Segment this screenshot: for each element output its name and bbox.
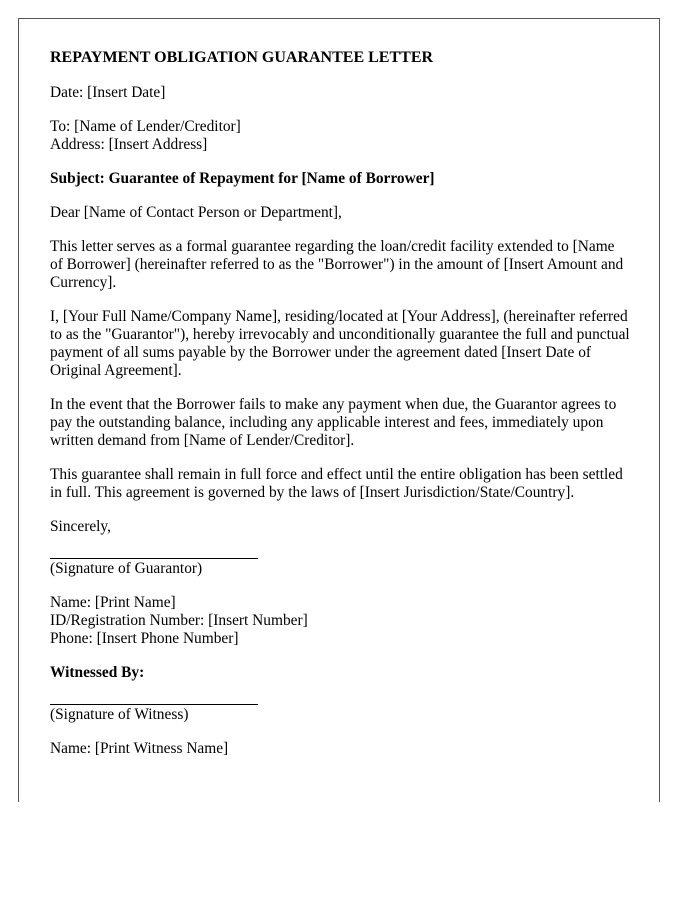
letter-subject: Subject: Guarantee of Repayment for [Name of Borrower] — [50, 170, 435, 187]
paragraph-default-terms: In the event that the Borrower fails to make any payment when due, the Guarantor agrees to pay the outstanding balance, including any applicable interest and fees, immediately upon written demand from [Name of Lender/Creditor]. — [50, 396, 617, 449]
guarantor-signature-line — [50, 558, 258, 559]
witness-signature-caption: (Signature of Witness) — [50, 706, 189, 723]
witness-name: Name: [Print Witness Name] — [50, 740, 229, 757]
recipient-name: To: [Name of Lender/Creditor] — [50, 118, 241, 135]
witness-heading: Witnessed By: — [50, 664, 145, 681]
paragraph-guarantee-statement: I, [Your Full Name/Company Name], residing/located at [Your Address], (hereinafter referred to as the "Guarantor"), hereby irrevocably and unconditionally guarantee the full and punctual payment of all sums payable by the Borrower under the agreement dated [Insert Date of Original Agreement]. — [50, 308, 630, 379]
recipient-address: Address: [Insert Address] — [50, 136, 208, 153]
guarantor-details — [50, 594, 630, 648]
paragraph-loan-details: This letter serves as a formal guarantee regarding the loan/credit facility extended to [Name of Borrower] (hereinafter referred to as the "Borrower") in the amount of [Insert Amount and Currency]. — [50, 238, 624, 291]
letter-title: REPAYMENT OBLIGATION GUARANTEE LETTER — [50, 49, 434, 66]
recipient-block — [50, 118, 630, 154]
witness-signature-line — [50, 704, 258, 705]
salutation: Dear [Name of Contact Person or Department], — [50, 204, 342, 221]
guarantor-id-number: ID/Registration Number: [Insert Number] — [50, 612, 308, 629]
letter-date: Date: [Insert Date] — [50, 84, 166, 101]
letter-body — [50, 49, 630, 774]
closing: Sincerely, — [50, 518, 111, 535]
guarantor-name: Name: [Print Name] — [50, 594, 176, 611]
letter-page — [18, 18, 660, 802]
guarantor-phone: Phone: [Insert Phone Number] — [50, 630, 239, 647]
paragraph-governing-law: This guarantee shall remain in full force and effect until the entire obligation has been settled in full. This agreement is governed by the laws of [Insert Jurisdiction/State/Country]. — [50, 466, 623, 501]
guarantor-signature-caption: (Signature of Guarantor) — [50, 560, 203, 577]
